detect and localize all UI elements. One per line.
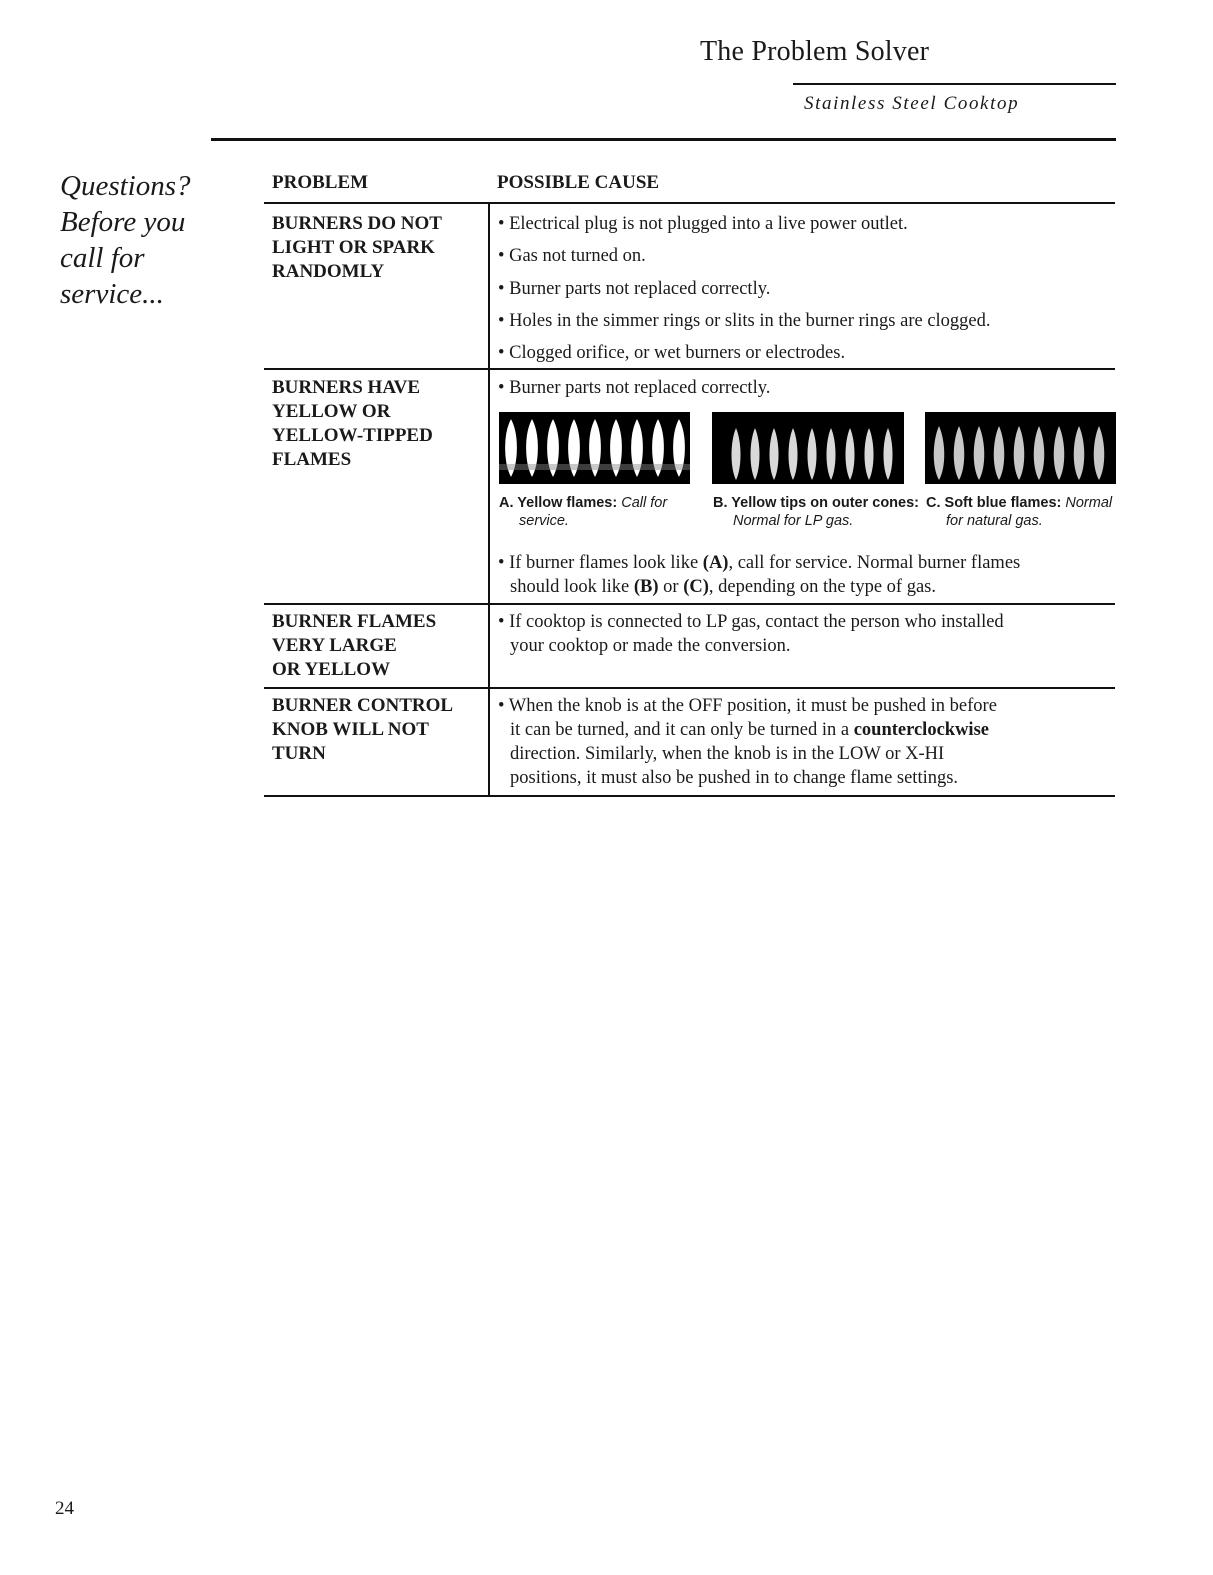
caption-label: C. Soft blue flames:: [926, 495, 1062, 511]
flame-note: [498, 551, 1116, 599]
cause-item: • Burner parts not replaced correctly.: [498, 279, 771, 299]
caption-desc: Normal: [1065, 495, 1113, 511]
note-text: , call for service. Normal burner flames: [728, 553, 1021, 573]
cause-item: • Holes in the simmer rings or slits in the burner rings are clogged.: [498, 311, 991, 331]
flame-image-a: [499, 412, 690, 484]
table-rule: [264, 687, 1115, 689]
flame-caption-b: [713, 494, 923, 530]
cause-line: • When the knob is at the OFF position, it must be pushed in before: [498, 696, 997, 716]
caption-label: A. Yellow flames:: [499, 495, 618, 511]
caption-label: B. Yellow tips on outer cones:: [713, 495, 919, 511]
note-text: or: [658, 577, 684, 597]
page-title: The Problem Solver: [700, 36, 930, 67]
caption-desc: service.: [519, 513, 569, 529]
flame-image-c: [925, 412, 1116, 484]
caption-desc: Call for: [621, 495, 668, 511]
flame-caption-c: [926, 494, 1116, 530]
cause-line: it can be turned, and it can only be turned in a: [510, 720, 854, 740]
note-ref-b: (B): [633, 577, 659, 597]
sidebar-line: Before you: [60, 206, 186, 238]
caption-desc: Normal for LP gas.: [733, 513, 854, 529]
table-rule: [264, 202, 1115, 204]
page-subtitle: Stainless Steel Cooktop: [804, 93, 1020, 114]
problem-column-header: PROBLEM: [272, 172, 369, 193]
cause-item: • Clogged orifice, or wet burners or electrodes.: [498, 343, 846, 363]
column-divider: [488, 203, 490, 796]
bottom-edge: [0, 1562, 1213, 1575]
blue-flames-icon: [925, 412, 1116, 484]
problem-label: BURNER FLAMES VERY LARGE OR YELLOW: [272, 611, 437, 680]
cause-line: positions, it must also be pushed in to change flame settings.: [510, 768, 959, 788]
cause-line: • If cooktop is connected to LP gas, contact the person who installed: [498, 612, 1004, 632]
cause-column-header: POSSIBLE CAUSE: [497, 172, 660, 193]
cause-item: • Electrical plug is not plugged into a live power outlet.: [498, 214, 908, 234]
sidebar-line: call for: [60, 242, 145, 274]
sidebar-callout: [60, 168, 191, 312]
table-rule: [264, 603, 1115, 605]
note-text: , depending on the type of gas.: [708, 577, 936, 597]
sidebar-line: service...: [60, 278, 164, 310]
caption-desc: for natural gas.: [946, 513, 1043, 529]
main-rule: [211, 138, 1116, 141]
note-ref-a: (A): [702, 553, 729, 573]
note-ref-c: (C): [683, 577, 709, 597]
flame-caption-a: [499, 494, 699, 530]
table-rule: [264, 368, 1115, 370]
emphasis-word: counterclockwise: [853, 720, 989, 740]
table-rule: [264, 795, 1115, 797]
cause-item: [498, 694, 1116, 790]
problem-label: BURNERS HAVE YELLOW OR YELLOW-TIPPED FLAMES: [272, 377, 433, 470]
flame-image-b: [712, 412, 904, 484]
sidebar-line: Questions?: [60, 170, 191, 202]
note-text: • If burner flames look like: [498, 553, 703, 573]
cause-item: [498, 610, 1116, 658]
problem-label: BURNERS DO NOT LIGHT OR SPARK RANDOMLY: [272, 213, 442, 282]
yellow-tip-flames-icon: [712, 412, 904, 484]
cause-item: • Gas not turned on.: [498, 246, 646, 266]
problem-label: BURNER CONTROL KNOB WILL NOT TURN: [272, 695, 454, 764]
cause-item: • Burner parts not replaced correctly.: [498, 378, 771, 398]
cause-line: direction. Similarly, when the knob is in the LOW or X-HI: [510, 744, 945, 764]
yellow-flames-icon: [499, 412, 690, 484]
cause-line: your cooktop or made the conversion.: [510, 636, 791, 656]
page-number: 24: [55, 1498, 74, 1519]
note-text: should look like: [510, 577, 634, 597]
header-rule: [793, 83, 1116, 85]
